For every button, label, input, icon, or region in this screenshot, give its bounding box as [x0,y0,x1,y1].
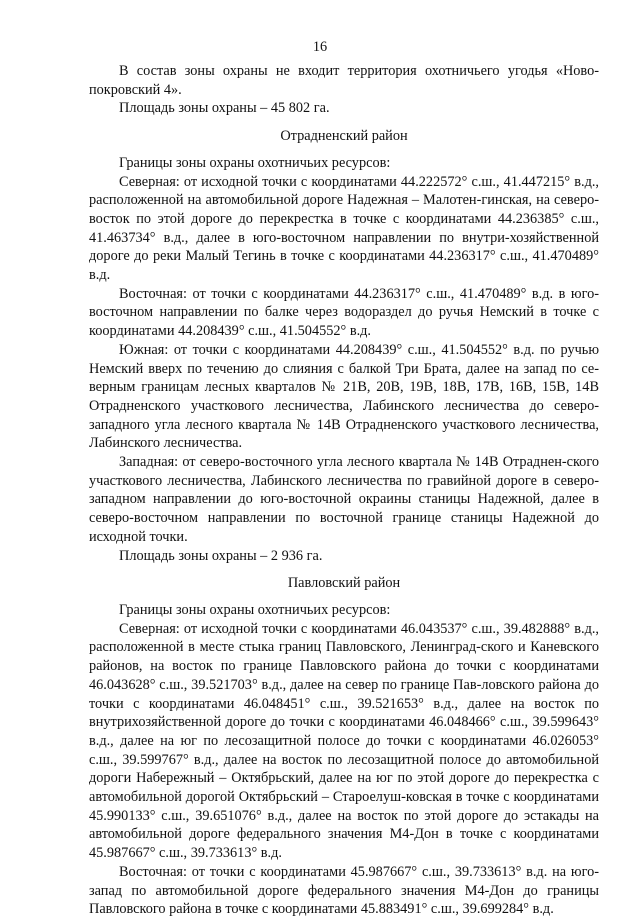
section-heading-pavlovsky: Павловский район [287,575,401,592]
paragraph-north-border-1: Северная: от исходной точки с координатами 44.222572° с.ш., 41.447215° в.д., расположенной на автомобильной дороге Надежная – Малотен-гинская, на северо-восток по этой дороге до перекрестка в точке с координатами 44.236385° с.ш., 41.463734° в.д., далее в юго-восточном направлении по внутри-хозяйственной дороге до реки Малый Тегинь в точке с координатами 44.236317° с.ш., 41.470489° в.д. [89,173,599,284]
paragraph-south-border-1: Южная: от точки с координатами 44.208439° с.ш., 41.504552° в.д. по ручью Немский вверх по течению до слияния с балкой Три Брата, далее на запад по се-верным границам лесных кварталов № 21В, 20В, 19В, 18В, 17В, 16В, 15В, 14В Отрадненского участкового лесничества, Лабинского лесничества до северо-западного угла лесного квартала № 14В Отрадненского участкового лесничества, Лабинского лесничества. [89,341,599,452]
paragraph-area-1: Площадь зоны охраны – 45 802 га. [119,100,330,117]
paragraph-area-2: Площадь зоны охраны – 2 936 га. [119,547,323,564]
document-body [89,62,599,919]
page-number: 16 [312,39,328,55]
paragraph-exclusion: В состав зоны охраны не входит территория охотничьего угодья «Ново-покровский 4». [89,63,599,98]
paragraph-north-border-2: Северная: от исходной точки с координатами 46.043537° с.ш., 39.482888° в.д., расположенной в месте стыка границ Павловского, Ленинград-ского и Каневского районов, на восток по границе Павловского района до точки с координатами 46.043628° с.ш., 39.521703° в.д., далее на север по границе Пав-ловского района до точки с координатами 46.048451° с.ш., 39.521653° в.д., далее на восток по внутрихозяйственной дороге до точки с координатами 46.048466° с.ш., 39.599643° в.д., далее на юг по лесозащитной полосе до точки с координатами 46.026053° с.ш., 39.599767° в.д., далее на восток по лесозащитной полосе до автомобильной дороги Набережный – Октябрьский, далее на юг по этой дороге до перекрестка с автомобильной дорогой Октябрьский – Староелуш-ковская в точке с координатами 45.990133° с.ш., 39.651076° в.д., далее на восток по этой дороге до эстакады на автомобильной дороге федерального значения М4-Дон в точке с координатами 45.987667° с.ш., 39.733613° в.д. [89,620,599,862]
paragraph-east-border-2: Восточная: от точки с координатами 45.987667° с.ш., 39.733613° в.д. на юго-запад по автомобильной дороге федерального значения М4-Дон до границы Павловского района в точке с координатами 45.883491° с.ш., 39.699284° в.д. [89,863,599,918]
paragraph-west-border-1: Западная: от северо-восточного угла лесного квартала № 14В Отраднен-ского участкового лесничества, Лабинского лесничества по гравийной дороге в северо-западном направлении до юго-восточной окраины станицы Надежной, далее в северо-восточном направлении по восточной границе станицы Надежной до исходной точки. [89,454,599,545]
section-heading-otradnensky: Отрадненский район [280,128,408,145]
paragraph-borders-intro-2: Границы зоны охраны охотничьих ресурсов: [119,601,391,618]
paragraph-east-border-1: Восточная: от точки с координатами 44.236317° с.ш., 41.470489° в.д. в юго-восточном направлении по балке через водораздел до ручья Немский в точке с координатами 44.208439° с.ш., 41.504552° в.д. [89,285,599,340]
paragraph-borders-intro-1: Границы зоны охраны охотничьих ресурсов: [119,154,391,171]
